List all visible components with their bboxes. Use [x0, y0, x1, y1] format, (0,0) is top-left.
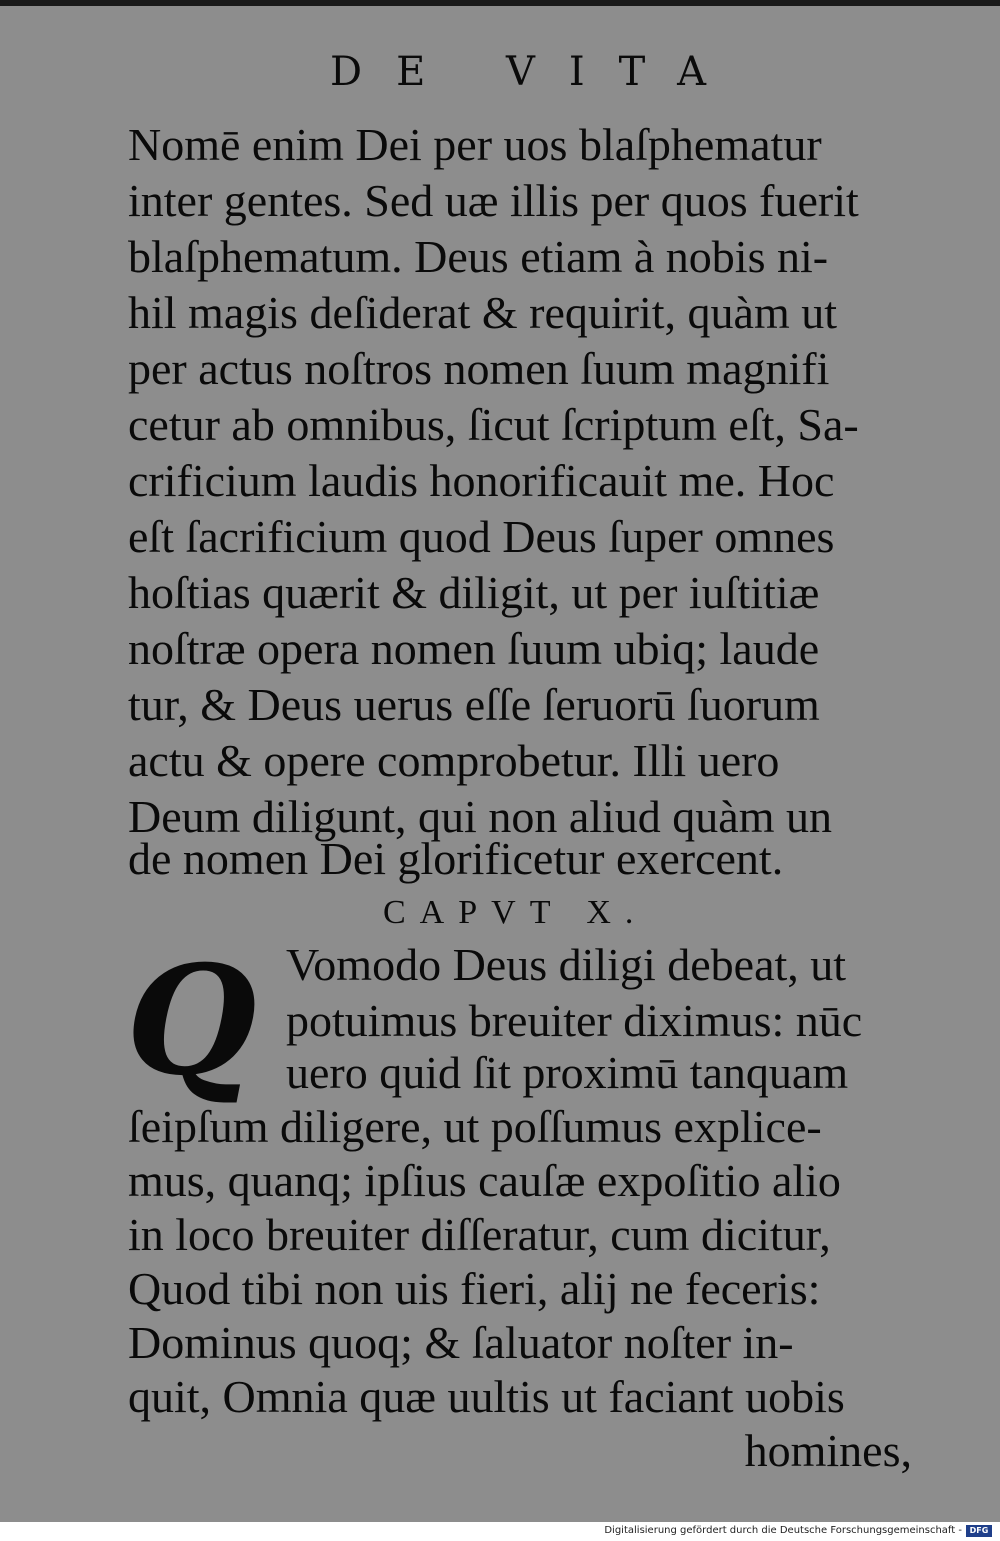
text-line: Vomodo Deus diligi debeat, ut [286, 939, 847, 990]
text-line: tur, & Deus uerus eſſe ſeruorū ſuorum [128, 679, 820, 730]
funding-credit: Digitalisierung gefördert durch die Deutsche Forschungsgemeinschaft - [604, 1525, 962, 1536]
text-line: noſtræ opera nomen ſuum ubiq; laude [128, 623, 820, 674]
text-line: de nomen Dei glorificetur exercent. [128, 833, 784, 884]
text-line: Nomē enim Dei per uos blaſphematur [128, 119, 822, 170]
text-line: per actus noſtros nomen ſuum magnifi [128, 343, 830, 394]
text-line: hoſtias quærit & diligit, ut per iuſtitiæ [128, 567, 820, 618]
text-line: eſt ſacrificium quod Deus ſuper omnes [128, 511, 835, 562]
text-line: hil magis deſiderat & requirit, quàm ut [128, 287, 838, 338]
text-line: crificium laudis honorificauit me. Hoc [128, 455, 835, 506]
text-line: ſeipſum diligere, ut poſſumus explice- [128, 1101, 822, 1152]
top-border-rule [0, 0, 1000, 6]
text-line: in loco breuiter diſſeratur, cum dicitur, [128, 1209, 831, 1260]
text-line: inter gentes. Sed uæ illis per quos fuerit [128, 175, 859, 226]
chapter-heading: CAPVT X. [383, 894, 648, 931]
text-line: Quod tibi non uis fieri, alij ne feceris: [128, 1263, 821, 1314]
running-head: DE VITA [330, 49, 741, 95]
text-line: cetur ab omnibus, ſicut ſcriptum eſt, Sa- [128, 399, 859, 450]
text-line: actu & opere comprobetur. Illi uero [128, 735, 780, 786]
text-line: Deum diligunt, qui non aliud quàm un [128, 791, 832, 842]
text-line: Dominus quoq; & ſaluator noſter in- [128, 1317, 794, 1368]
text-line: mus, quanq; ipſius cauſæ expoſitio alio [128, 1155, 841, 1206]
dfg-logo: DFG [966, 1525, 992, 1537]
text-line: potuimus breuiter diximus: nūc [286, 995, 863, 1046]
text-line: quit, Omnia quæ uultis ut faciant uobis [128, 1371, 845, 1422]
text-line: uero quid ſit proximū tanquam [286, 1047, 849, 1098]
text-line: blaſphematum. Deus etiam à nobis ni- [128, 231, 829, 282]
catchword: homines, [744, 1425, 912, 1476]
drop-cap-initial: Q [126, 933, 257, 1109]
